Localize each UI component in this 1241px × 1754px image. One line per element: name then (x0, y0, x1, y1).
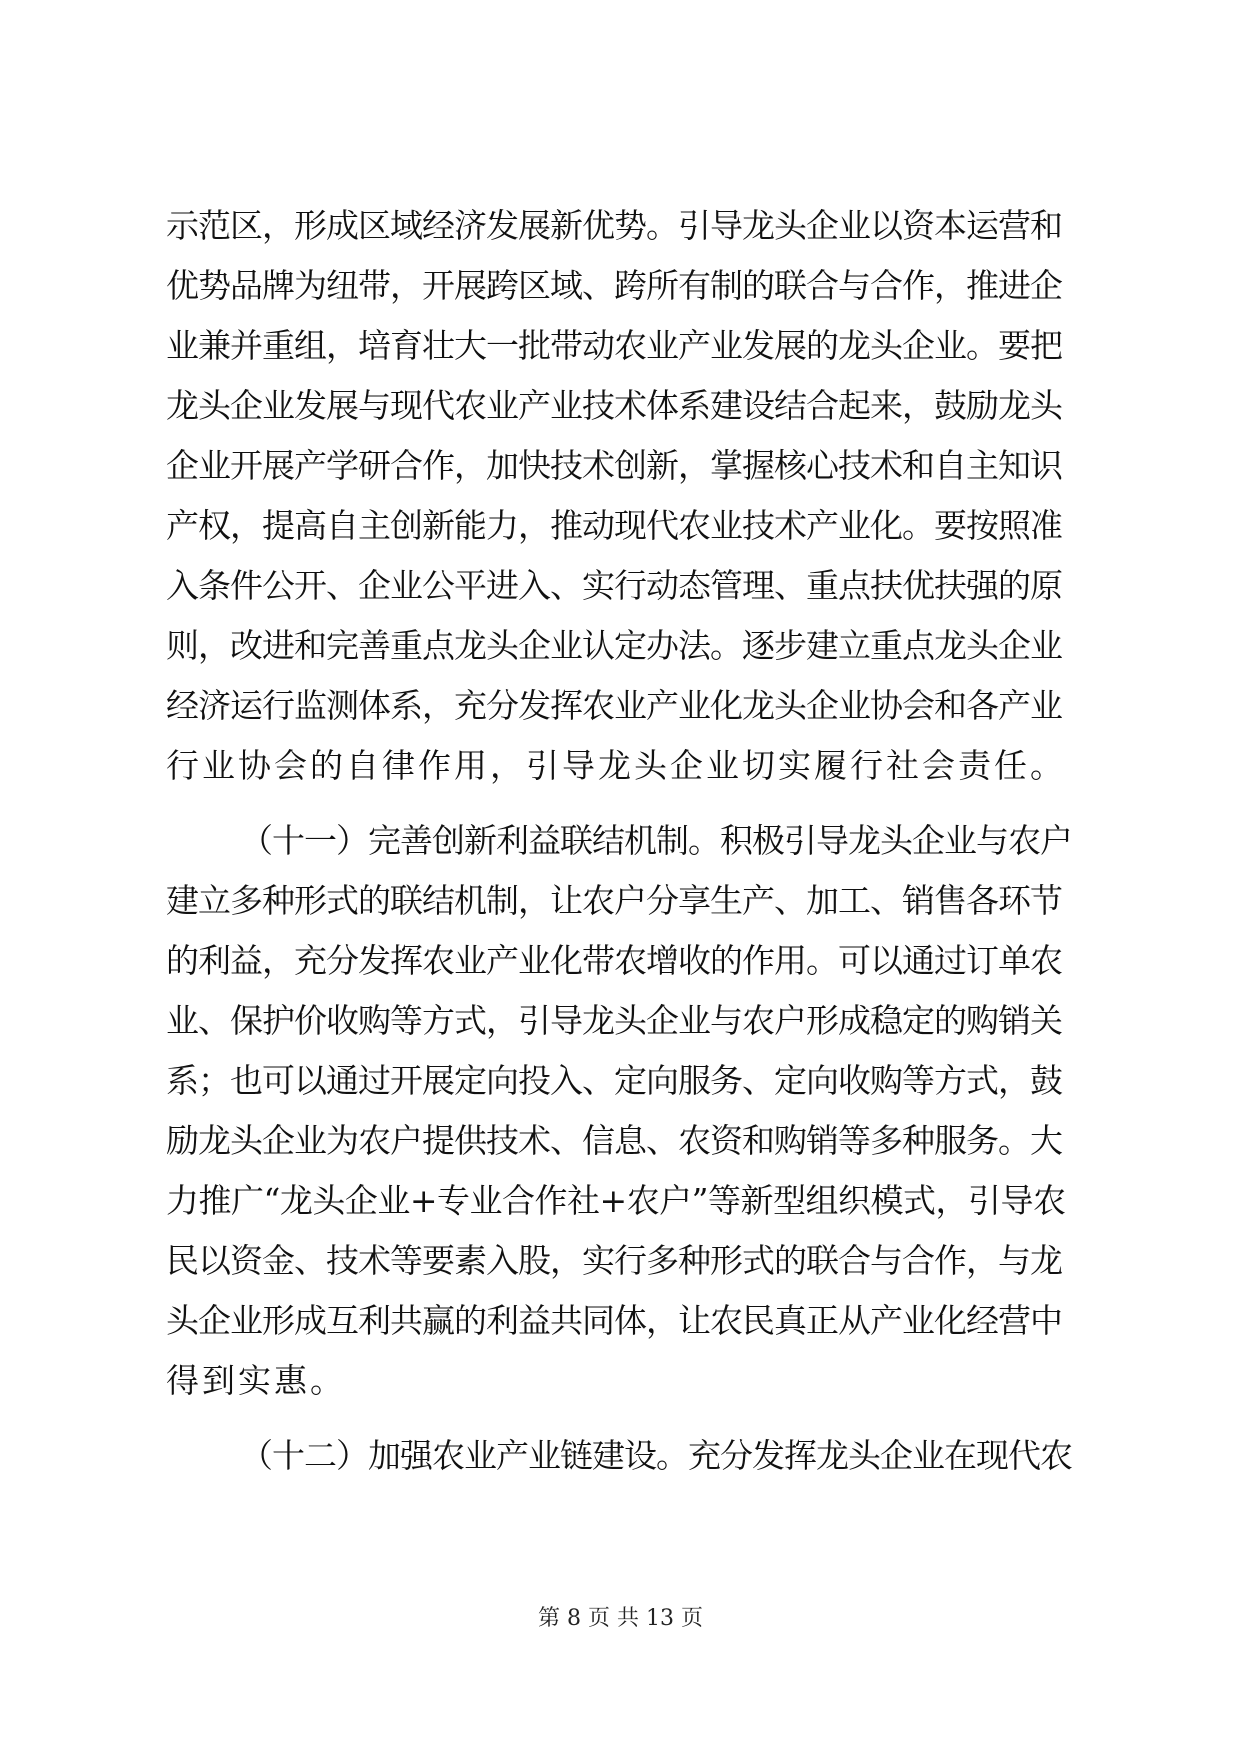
text-line: 入条件公开、企业公平进入、实行动态管理、重点扶优扶强的原 (166, 566, 1062, 605)
text-line: 经济运行监测体系，充分发挥农业产业化龙头企业协会和各产业 (166, 686, 1062, 725)
text-line: （十一）完善创新利益联结机制。积极引导龙头企业与农户 (240, 821, 1072, 860)
text-line: 业兼并重组，培育壮大一批带动农业产业发展的龙头企业。要把 (166, 326, 1062, 365)
text-line: 企业开展产学研合作，加快技术创新，掌握核心技术和自主知识 (166, 446, 1062, 485)
text-line: 力推广“龙头企业+专业合作社+农户”等新型组织模式，引导农 (166, 1181, 1066, 1220)
text-line: 励龙头企业为农户提供技术、信息、农资和购销等多种服务。大 (166, 1121, 1062, 1160)
text-line: 行业协会的自律作用，引导龙头企业切实履行社会责任。 (166, 746, 1066, 785)
text-line: 则，改进和完善重点龙头企业认定办法。逐步建立重点龙头企业 (166, 626, 1062, 665)
text-line: 建立多种形式的联结机制，让农户分享生产、加工、销售各环节 (166, 881, 1062, 920)
text-line: 的利益，充分发挥农业产业化带农增收的作用。可以通过订单农 (166, 941, 1062, 980)
text-line: 优势品牌为纽带，开展跨区域、跨所有制的联合与合作，推进企 (166, 266, 1062, 305)
text-line: 业、保护价收购等方式，引导龙头企业与农户形成稳定的购销关 (166, 1001, 1062, 1040)
text-line: 示范区，形成区域经济发展新优势。引导龙头企业以资本运营和 (166, 206, 1062, 245)
text-line: 头企业形成互利共赢的利益共同体，让农民真正从产业化经营中 (166, 1301, 1062, 1340)
text-line: 产权，提高自主创新能力，推动现代农业技术产业化。要按照准 (166, 506, 1062, 545)
text-line: 民以资金、技术等要素入股，实行多种形式的联合与合作，与龙 (166, 1241, 1062, 1280)
text-line: 系；也可以通过开展定向投入、定向服务、定向收购等方式，鼓 (166, 1061, 1062, 1100)
text-line: 得到实惠。 (166, 1361, 346, 1400)
text-line: 龙头企业发展与现代农业产业技术体系建设结合起来，鼓励龙头 (166, 386, 1062, 425)
page-number-footer: 第 8 页 共 13 页 (538, 1606, 703, 1631)
text-line: （十二）加强农业产业链建设。充分发挥龙头企业在现代农 (240, 1436, 1072, 1475)
